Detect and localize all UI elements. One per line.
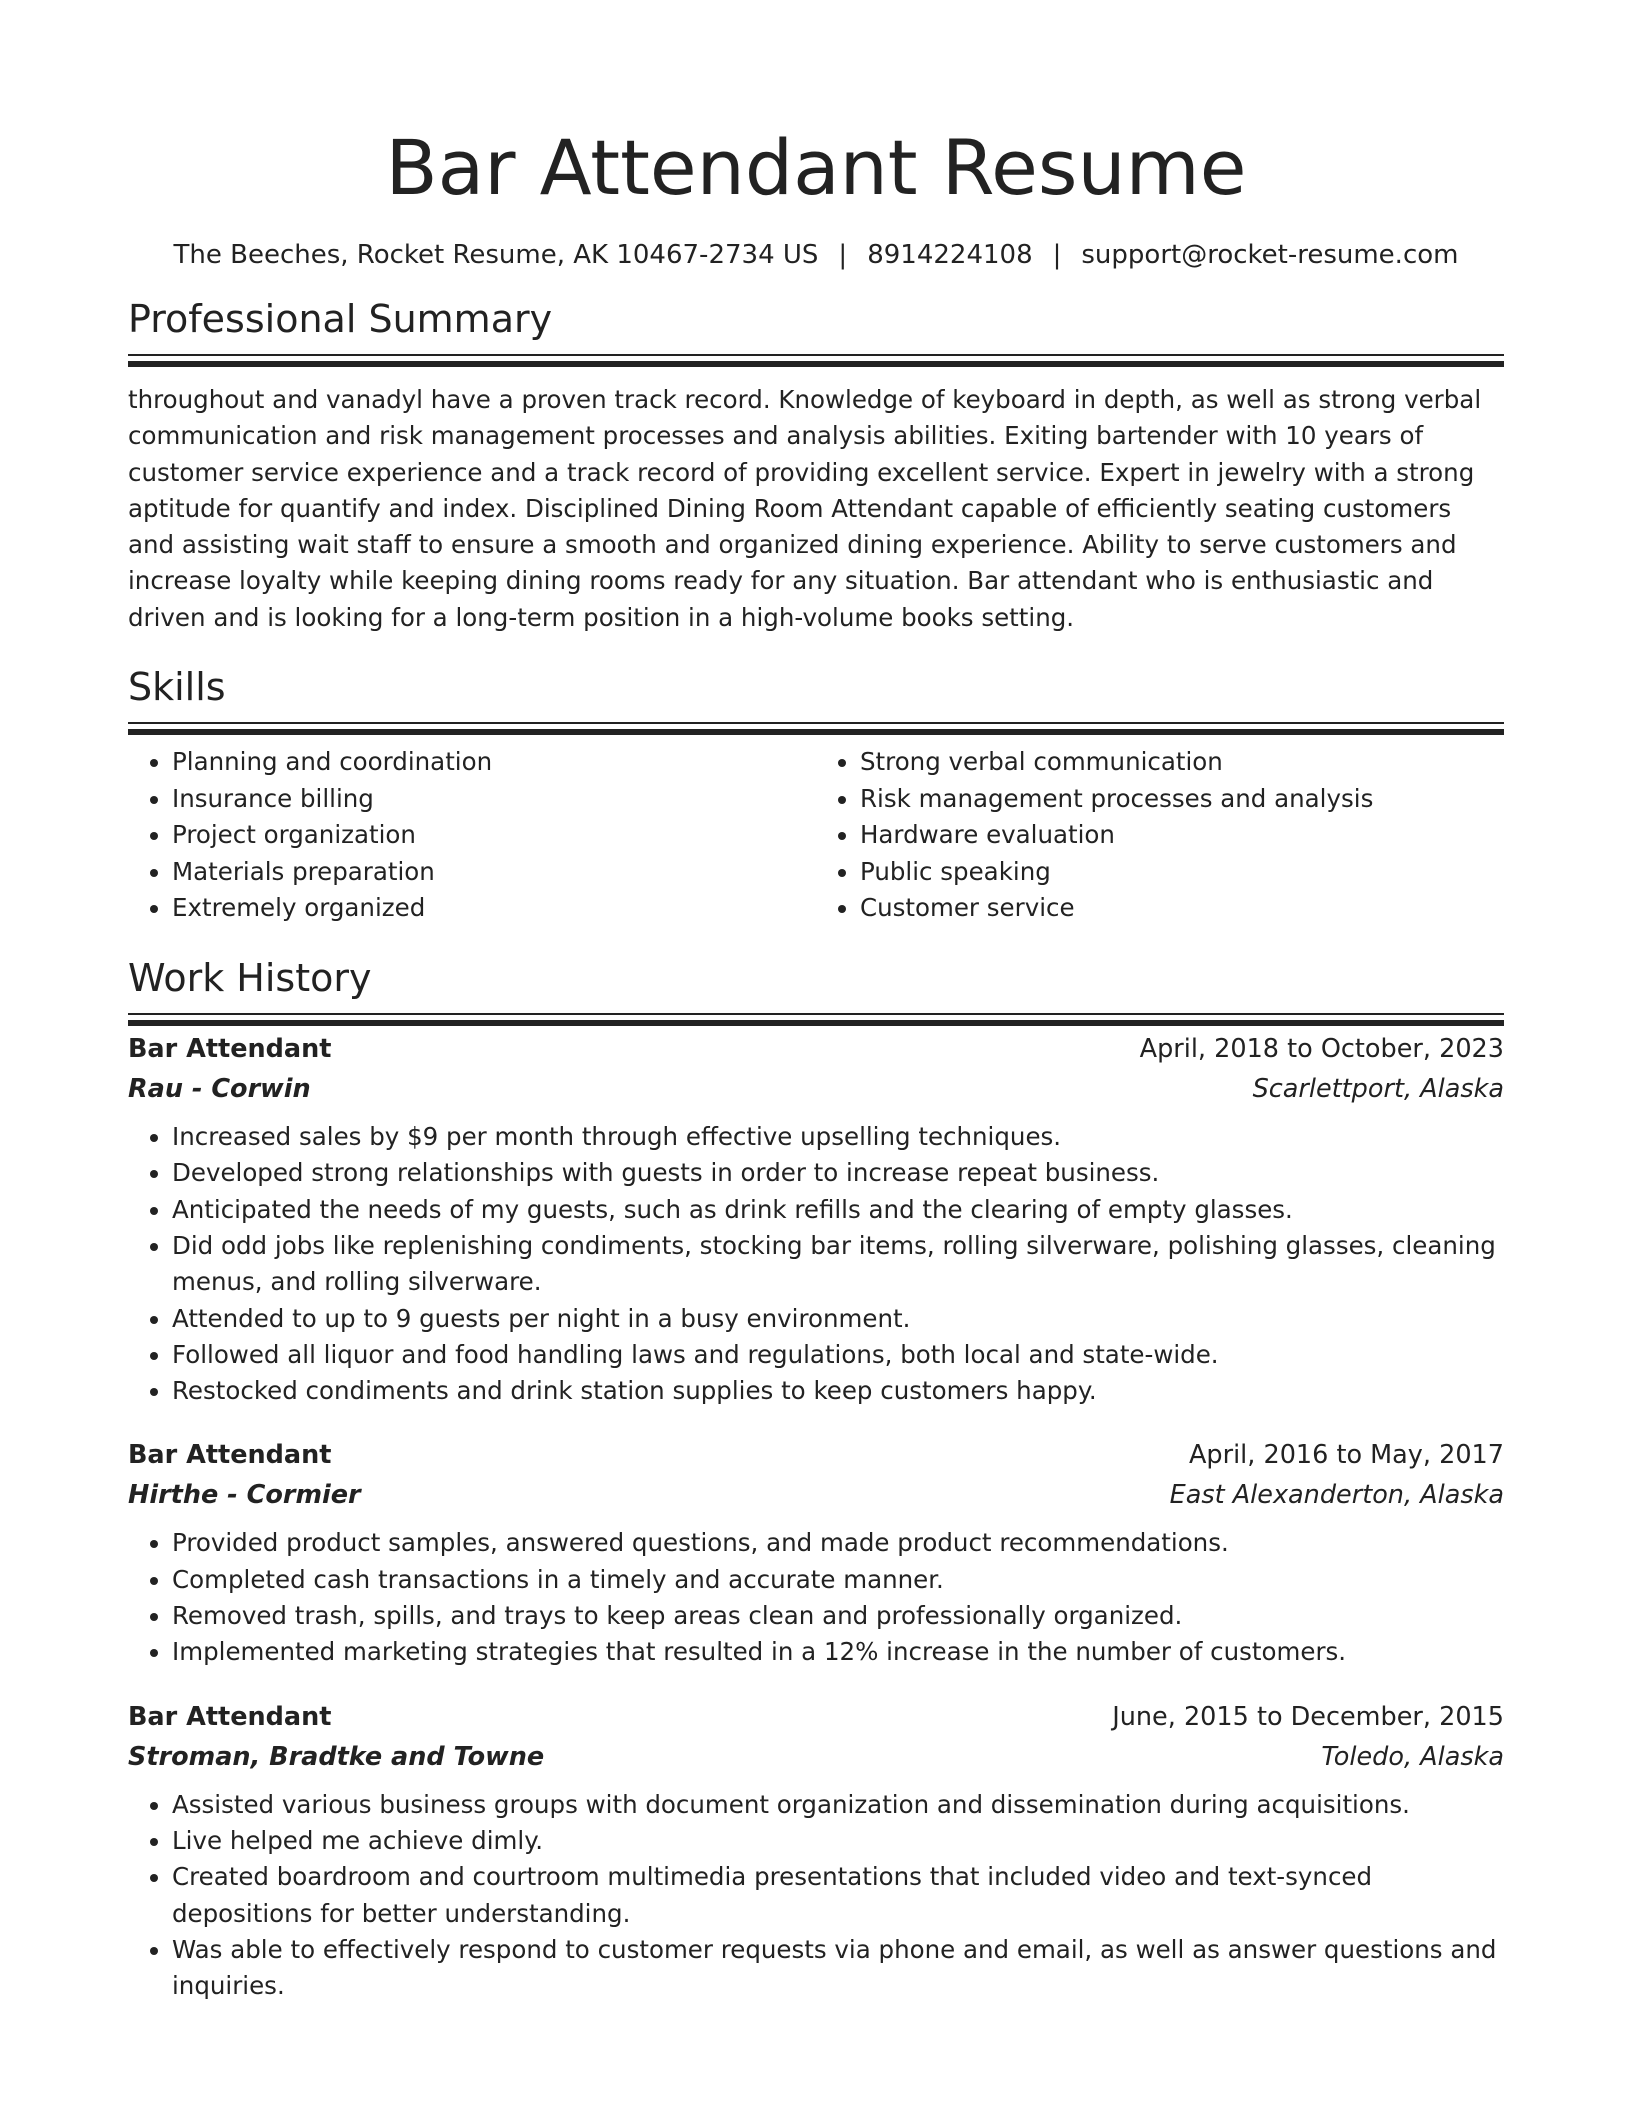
job-entry xyxy=(128,1697,1504,2005)
skills-grid xyxy=(128,744,1504,927)
section-title-work-history: Work History xyxy=(128,956,372,1001)
skill-item: • Materials preparation xyxy=(172,854,816,891)
job-entry xyxy=(128,1435,1504,1670)
job-bullet: • Assisted various business groups with document organization and dissemination during acquisitions. xyxy=(172,1787,1504,1823)
job-bullet: • Anticipated the needs of my guests, such as drink refills and the clearing of empty glasses. xyxy=(172,1192,1504,1228)
job-location: Toledo, Alaska xyxy=(1321,1741,1504,1772)
job-dates: April, 2018 to October, 2023 xyxy=(1139,1034,1504,1065)
skills-column-left xyxy=(128,744,816,927)
summary-section xyxy=(128,294,1504,636)
contact-phone: 8914224108 xyxy=(867,240,1033,270)
job-bullets xyxy=(128,1119,1504,1409)
job-dates: April, 2016 to May, 2017 xyxy=(1188,1440,1504,1471)
job-bullet: • Attended to up to 9 guests per night in a busy environment. xyxy=(172,1301,1504,1337)
job-bullet: • Was able to effectively respond to customer requests via phone and email, as well as answer questions and inquiries. xyxy=(172,1932,1504,2005)
skills-column-right xyxy=(816,744,1504,927)
contact-separator: | xyxy=(838,240,848,270)
section-divider xyxy=(128,1013,1504,1015)
job-bullet: • Restocked condiments and drink station supplies to keep customers happy. xyxy=(172,1373,1504,1409)
job-company: Rau - Corwin xyxy=(128,1074,311,1105)
section-title-summary: Professional Summary xyxy=(128,297,553,341)
job-entry xyxy=(128,1029,1504,1409)
job-location: Scarlettport, Alaska xyxy=(1252,1074,1504,1105)
job-header-row xyxy=(128,1435,1504,1475)
skills-section xyxy=(128,662,1504,927)
job-bullet: • Followed all liquor and food handling laws and regulations, both local and state-wide. xyxy=(172,1337,1504,1373)
job-bullet: • Implemented marketing strategies that resulted in a 12% increase in the number of customers. xyxy=(172,1634,1504,1670)
job-subheader-row xyxy=(128,1737,1504,1777)
resume-title: Bar Attendant Resume xyxy=(385,123,1247,212)
contact-address: The Beeches, Rocket Resume, AK 10467-2734 US xyxy=(173,240,819,270)
job-bullet: • Created boardroom and courtroom multimedia presentations that included video and text-synced depositions for better understanding. xyxy=(172,1859,1504,1932)
job-company: Hirthe - Cormier xyxy=(128,1480,361,1511)
contact-line xyxy=(128,238,1504,272)
skill-item: • Risk management processes and analysis xyxy=(860,781,1504,818)
job-bullet: • Removed trash, spills, and trays to keep areas clean and professionally organized. xyxy=(172,1598,1504,1634)
contact-separator: | xyxy=(1052,240,1062,270)
job-title: Bar Attendant xyxy=(128,1034,332,1065)
summary-text: throughout and vanadyl have a proven track record. Knowledge of keyboard in depth, as well as strong verbal communication and risk management processes and analysis abilities. Exiting bartender with 10 years of customer service experience and a track record of providing excellent service. Expert in jewelry with a strong aptitude for quantify and index. Disciplined Dining Room Attendant capable of efficiently seating customers and assisting wait staff to ensure a smooth and organized dining experience. Ability to serve customers and increase loyalty while keeping dining rooms ready for any situation. Bar attendant who is enthusiastic and driven and is looking for a long-term position in a high-volume books setting. xyxy=(128,385,1482,632)
job-bullet: • Live helped me achieve dimly. xyxy=(172,1823,1504,1859)
job-bullet: • Developed strong relationships with guests in order to increase repeat business. xyxy=(172,1155,1504,1191)
job-title: Bar Attendant xyxy=(128,1701,332,1732)
section-divider xyxy=(128,722,1504,724)
job-bullet: • Did odd jobs like replenishing condiments, stocking bar items, rolling silverware, polishing glasses, cleaning menus, and rolling silverware. xyxy=(172,1228,1504,1301)
job-bullets xyxy=(128,1787,1504,2005)
job-dates: June, 2015 to December, 2015 xyxy=(1112,1701,1504,1732)
job-subheader-row xyxy=(128,1069,1504,1109)
work-history-section xyxy=(128,953,1504,2004)
section-divider xyxy=(128,354,1504,356)
job-header-row xyxy=(128,1029,1504,1069)
resume-page xyxy=(128,0,1504,2004)
skill-item: • Customer service xyxy=(860,890,1504,927)
skill-item: • Project organization xyxy=(172,817,816,854)
job-header-row xyxy=(128,1697,1504,1737)
skill-item: • Insurance billing xyxy=(172,781,816,818)
job-bullets xyxy=(128,1525,1504,1670)
section-title-skills: Skills xyxy=(128,665,226,710)
job-company: Stroman, Bradtke and Towne xyxy=(128,1741,545,1772)
job-bullet: • Increased sales by $9 per month through effective upselling techniques. xyxy=(172,1119,1504,1155)
skill-item: • Extremely organized xyxy=(172,890,816,927)
job-subheader-row xyxy=(128,1475,1504,1515)
skill-item: • Public speaking xyxy=(860,854,1504,891)
job-title: Bar Attendant xyxy=(128,1440,332,1471)
job-bullet: • Completed cash transactions in a timely and accurate manner. xyxy=(172,1562,1504,1598)
skill-item: • Planning and coordination xyxy=(172,744,816,781)
contact-email: support@rocket-resume.com xyxy=(1081,240,1459,270)
job-bullet: • Provided product samples, answered questions, and made product recommendations. xyxy=(172,1525,1504,1561)
skill-item: • Hardware evaluation xyxy=(860,817,1504,854)
job-location: East Alexanderton, Alaska xyxy=(1169,1480,1504,1511)
skill-item: • Strong verbal communication xyxy=(860,744,1504,781)
